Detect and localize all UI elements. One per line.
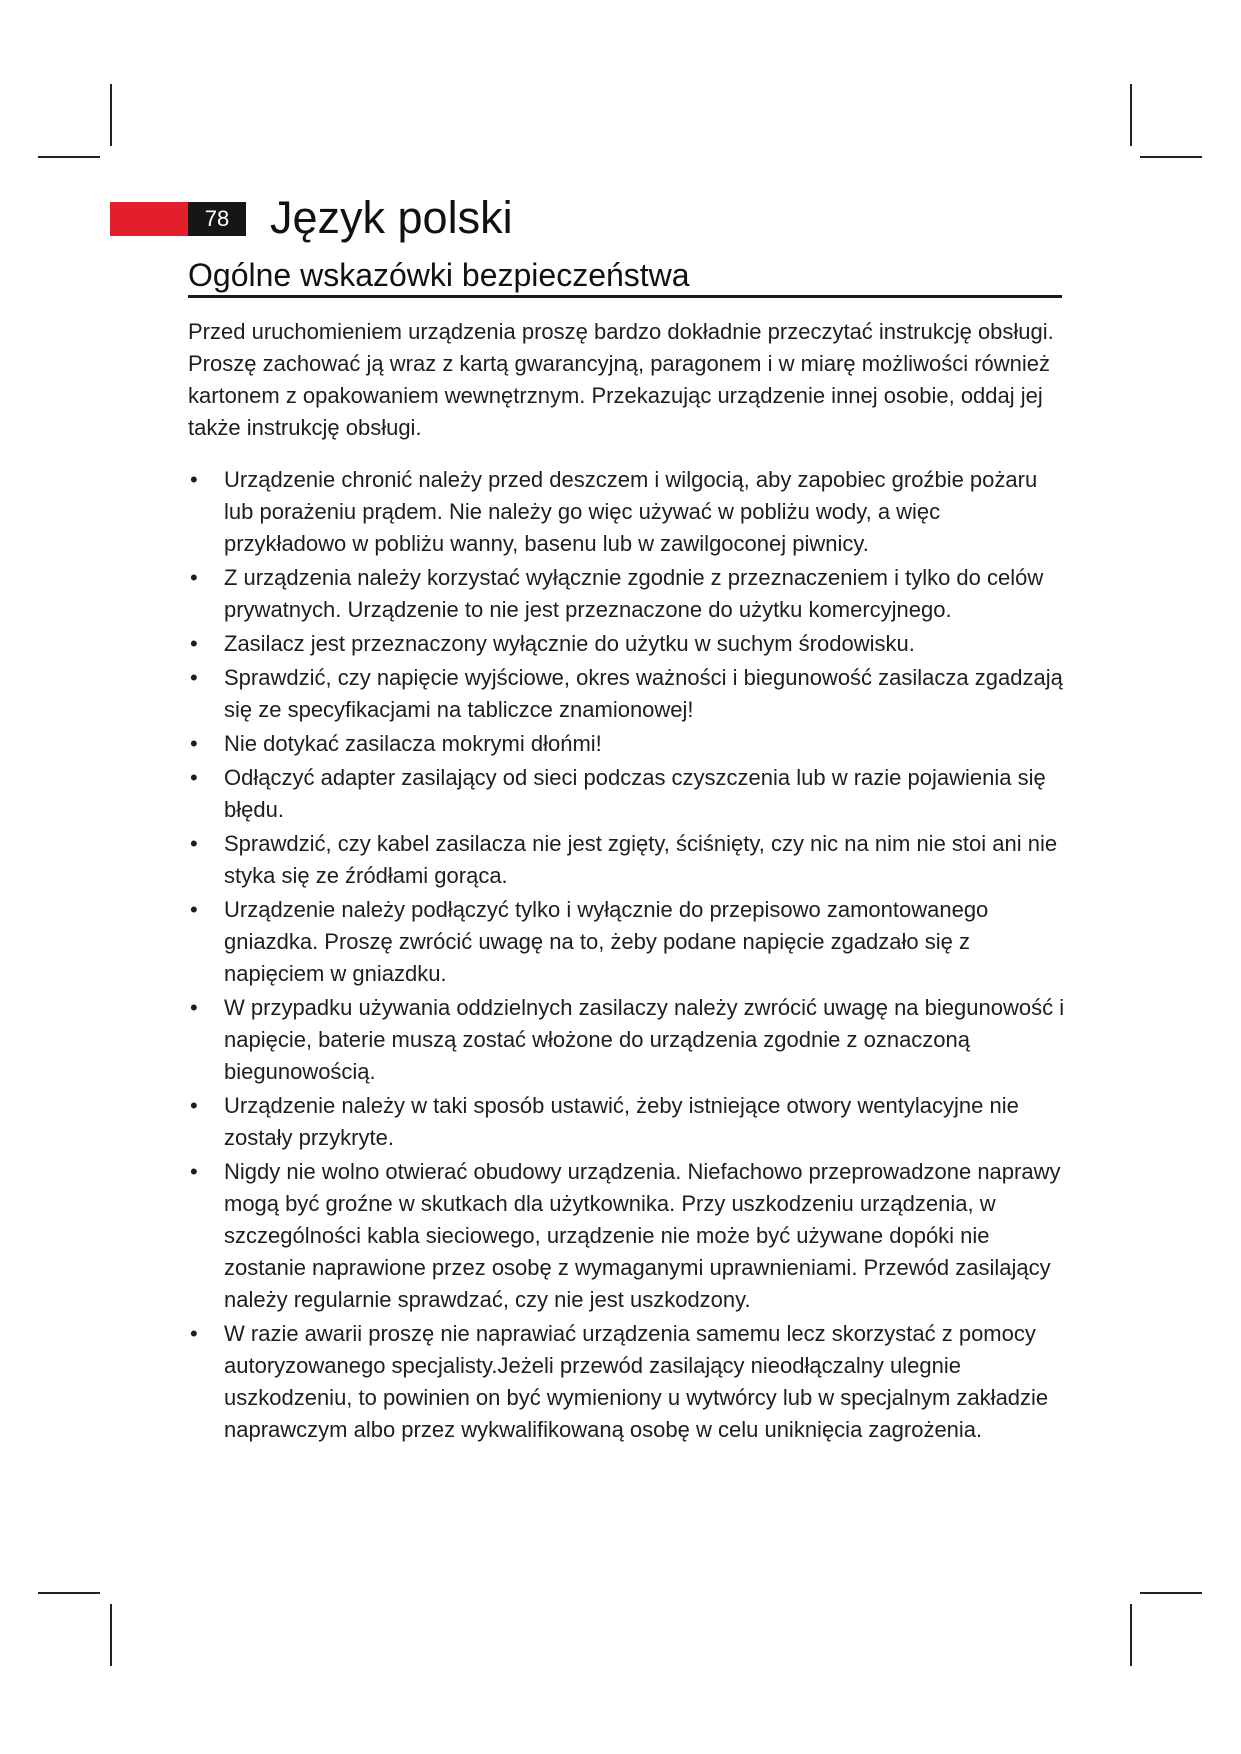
- section-title-underline: [188, 295, 1062, 298]
- crop-mark-top-left-horizontal: [38, 156, 100, 158]
- language-title: Język polski: [270, 192, 513, 243]
- safety-instructions-list: [188, 464, 1068, 1446]
- list-item-text: Nie dotykać zasilacza mokrymi dłońmi!: [224, 731, 602, 756]
- section-title: Ogólne wskazówki bezpieczeństwa: [188, 257, 690, 293]
- list-item-text: Odłączyć adapter zasilający od sieci podczas czyszczenia lub w razie pojawienia się błędu.: [224, 765, 1046, 822]
- list-item: [188, 992, 1068, 1088]
- crop-mark-bottom-right-horizontal: [1140, 1592, 1202, 1594]
- bullet-icon: •: [190, 897, 198, 922]
- intro-paragraph: Przed uruchomieniem urządzenia proszę bardzo dokładnie przeczytać instrukcję obsługi. Proszę zachować ją wraz z kartą gwarancyjną, paragonem i w miarę możliwości również kartonem z opakowaniem wewnętrznym. Przekazując urządzenie innej osobie, oddaj jej także instrukcję obsługi.: [188, 319, 1054, 440]
- crop-mark-bottom-left-horizontal: [38, 1592, 100, 1594]
- list-item-text: W razie awarii proszę nie naprawiać urządzenia samemu lecz skorzystać z pomocy autoryzowanego specjalisty.Jeżeli przewód zasilający nieodłączalny ulegnie uszkodzeniu, to powinien on być wymieniony u wytwórcy lub w specjalnym zakładzie naprawczym albo przez wykwalifikowaną osobę w celu uniknięcia zagrożenia.: [224, 1321, 1049, 1442]
- list-item: [188, 464, 1068, 560]
- section-content: [188, 316, 1068, 1448]
- bullet-icon: •: [190, 731, 198, 756]
- list-item: [188, 662, 1068, 726]
- list-item: [188, 728, 1068, 760]
- bullet-icon: •: [190, 565, 198, 590]
- bullet-icon: •: [190, 1093, 198, 1118]
- bullet-icon: •: [190, 665, 198, 690]
- crop-mark-bottom-left-vertical: [110, 1604, 112, 1666]
- language-accent-bar: [110, 202, 188, 236]
- list-item: [188, 1090, 1068, 1154]
- bullet-icon: •: [190, 631, 198, 656]
- crop-mark-bottom-right-vertical: [1130, 1604, 1132, 1666]
- list-item: [188, 894, 1068, 990]
- crop-mark-top-left-vertical: [110, 84, 112, 146]
- list-item-text: Nigdy nie wolno otwierać obudowy urządzenia. Niefachowo przeprowadzone naprawy mogą być groźne w skutkach dla użytkownika. Przy uszkodzeniu urządzenia, w szczególności kabla sieciowego, urządzenie nie może być używane dopóki nie zostanie naprawione przez osobę z wymaganymi uprawnieniami. Przewód zasilający należy regularnie sprawdzać, czy nie jest uszkodzony.: [224, 1159, 1061, 1312]
- list-item-text: W przypadku używania oddzielnych zasilaczy należy zwrócić uwagę na biegunowość i napięcie, baterie muszą zostać włożone do urządzenia zgodnie z oznaczoną biegunowością.: [224, 995, 1065, 1084]
- bullet-icon: •: [190, 765, 198, 790]
- list-item-text: Urządzenie chronić należy przed deszczem i wilgocią, aby zapobiec groźbie pożaru lub porażeniu prądem. Nie należy go więc używać w pobliżu wody, a więc przykładowo w pobliżu wanny, basenu lub w zawilgoconej piwnicy.: [224, 467, 1038, 556]
- list-item: [188, 562, 1068, 626]
- list-item-text: Zasilacz jest przeznaczony wyłącznie do użytku w suchym środowisku.: [224, 631, 915, 656]
- crop-mark-top-right-horizontal: [1140, 156, 1202, 158]
- list-item-text: Urządzenie należy w taki sposób ustawić, żeby istniejące otwory wentylacyjne nie zostały przykryte.: [224, 1093, 1019, 1150]
- list-item: [188, 1318, 1068, 1446]
- bullet-icon: •: [190, 995, 198, 1020]
- list-item-text: Sprawdzić, czy kabel zasilacza nie jest zgięty, ściśnięty, czy nic na nim nie stoi ani nie styka się ze źródłami gorąca.: [224, 831, 1058, 888]
- list-item-text: Sprawdzić, czy napięcie wyjściowe, okres ważności i biegunowość zasilacza zgadzają się ze specyfikacjami na tabliczce znamionowej!: [224, 665, 1063, 722]
- list-item-text: Z urządzenia należy korzystać wyłącznie zgodnie z przeznaczeniem i tylko do celów prywatnych. Urządzenie to nie jest przeznaczone do użytku komercyjnego.: [224, 565, 1044, 622]
- bullet-icon: •: [190, 831, 198, 856]
- bullet-icon: •: [190, 467, 198, 492]
- list-item-text: Urządzenie należy podłączyć tylko i wyłącznie do przepisowo zamontowanego gniazdka. Proszę zwrócić uwagę na to, żeby podane napięcie zgadzało się z napięciem w gniazdku.: [224, 897, 989, 986]
- list-item: [188, 762, 1068, 826]
- crop-mark-top-right-vertical: [1130, 84, 1132, 146]
- page-number: 78: [188, 202, 246, 236]
- bullet-icon: •: [190, 1159, 198, 1184]
- list-item: [188, 628, 1068, 660]
- list-item: [188, 1156, 1068, 1316]
- list-item: [188, 828, 1068, 892]
- bullet-icon: •: [190, 1321, 198, 1346]
